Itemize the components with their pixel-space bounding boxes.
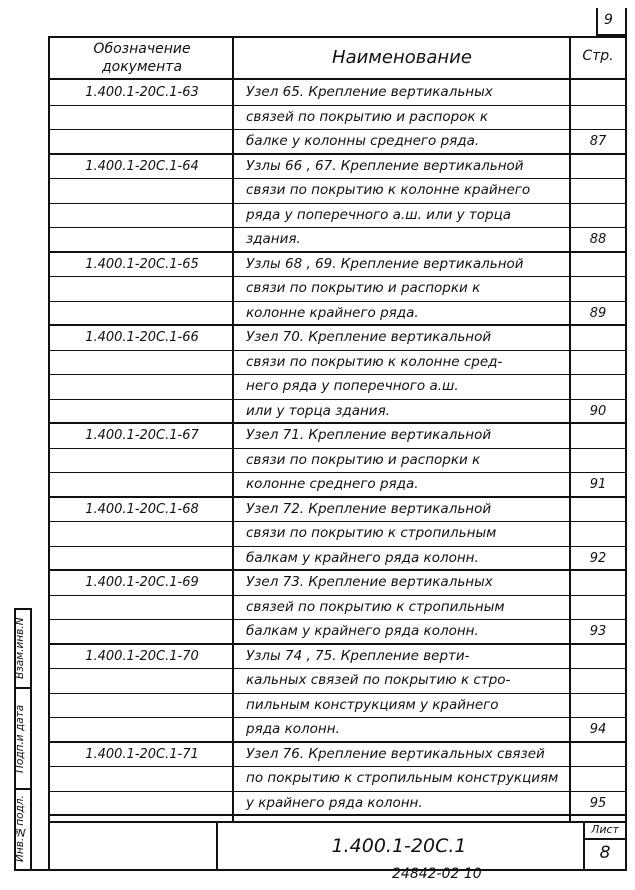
row-text-line: балке у колонны среднего ряда.: [246, 133, 480, 149]
row-text-line: пильным конструкциям у крайнего: [246, 696, 499, 713]
row-text-line: ряда у поперечного а.ш. или у торца: [246, 206, 512, 223]
row-text-line: связей по покрытию к стропильным: [246, 598, 505, 615]
row-code: 1.400.1-20С.1-64: [85, 158, 199, 174]
row-text-line: колонне крайнего ряда.: [246, 304, 419, 321]
row-text-line: связи по покрытию к колонне сред-: [246, 353, 503, 370]
header-page: Стр.: [582, 48, 614, 64]
row-page: 89: [589, 305, 607, 321]
row-code: 1.400.1-20С.1-71: [85, 746, 199, 762]
row-page: 95: [589, 795, 607, 811]
row-text-line: Узел 76. Крепление вертикальных связей: [246, 745, 545, 762]
row-text-line: Узлы 66 , 67. Крепление вертикальной: [246, 157, 524, 174]
row-page: 92: [589, 550, 607, 566]
row-text-line: по покрытию к стропильным конструкциям: [246, 770, 559, 786]
row-text-line: у крайнего ряда колонн.: [246, 794, 423, 811]
stamp-sheet-label: Лист: [591, 823, 619, 836]
row-page: 90: [589, 403, 607, 419]
row-text-line: здания.: [246, 231, 301, 247]
row-text-line: связи по покрытию к стропильным: [246, 525, 497, 541]
row-text-line: связи по покрытию и распорки к: [246, 451, 481, 468]
row-text-line: или у торца здания.: [246, 402, 390, 419]
label-podp-data: Подп.и дата: [14, 704, 26, 773]
row-page: 88: [589, 232, 607, 247]
row-text-line: Узел 73. Крепление вертикальных: [246, 574, 493, 590]
row-text-line: кальных связей по покрытию к стро-: [246, 672, 511, 688]
row-text-line: связи по покрытию и распорки к: [246, 280, 481, 296]
footer-archive-number: 24842-02 10: [392, 866, 482, 882]
row-text-line: балкам у крайнего ряда колонн.: [246, 549, 479, 566]
row-text-line: Узлы 68 , 69. Крепление вертикальной: [246, 255, 524, 272]
row-text-line: балкам у крайнего ряда колонн.: [246, 623, 479, 639]
row-text-line: Узел 71. Крепление вертикальной: [246, 427, 492, 443]
row-code: 1.400.1-20С.1-66: [85, 330, 199, 345]
row-text-line: колонне среднего ряда.: [246, 476, 419, 492]
row-page: 87: [589, 134, 607, 149]
row-page: 93: [589, 624, 607, 639]
row-page: 94: [589, 722, 607, 737]
row-code: 1.400.1-20С.1-65: [85, 256, 199, 272]
row-code: 1.400.1-20С.1-70: [85, 648, 199, 664]
row-text-line: Узлы 74 , 75. Крепление верти-: [246, 647, 470, 664]
row-text-line: него ряда у поперечного а.ш.: [246, 378, 459, 394]
header-name: Наименование: [332, 47, 472, 68]
label-vzam-inv: Взам.инв.N: [14, 617, 26, 679]
row-code: 1.400.1-20С.1-68: [85, 501, 199, 517]
label-inv-podl: Инв.№подл.: [14, 795, 26, 863]
row-text-line: ряда колонн.: [246, 721, 340, 737]
row-code: 1.400.1-20С.1-63: [85, 85, 199, 100]
row-text-line: связи по покрытию к колонне крайнего: [246, 182, 531, 198]
row-page: 91: [589, 477, 607, 492]
row-text-line: Узел 70. Крепление вертикальной: [246, 329, 492, 345]
stamp-document-code: 1.400.1-20С.1: [331, 835, 467, 857]
stamp-sheet-number: 8: [599, 843, 611, 863]
row-text-line: связей по покрытию и распорок к: [246, 108, 489, 125]
row-text-line: Узел 65. Крепление вертикальных: [246, 84, 493, 100]
row-code: 1.400.1-20С.1-69: [85, 575, 199, 590]
row-text-line: Узел 72. Крепление вертикальной: [246, 500, 492, 517]
page-number: 9: [604, 12, 613, 28]
row-code: 1.400.1-20С.1-67: [85, 428, 199, 443]
frame-bottom: [14, 869, 627, 871]
header-designation: Обозначение документа: [93, 41, 191, 75]
